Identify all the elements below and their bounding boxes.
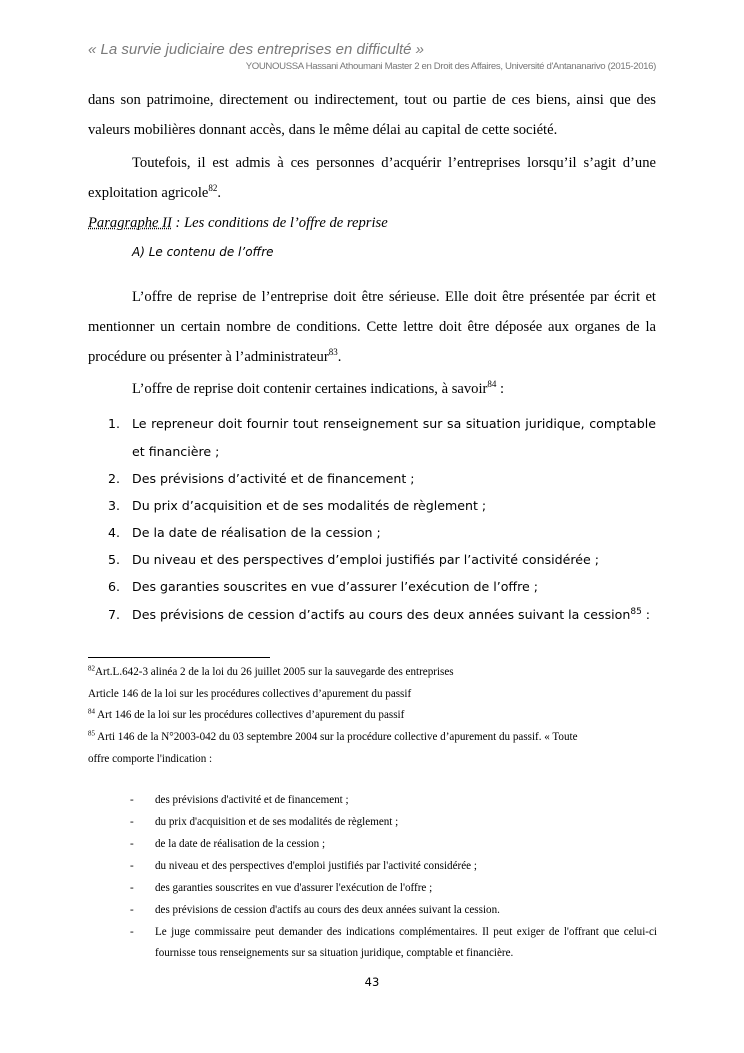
footnote-85 xyxy=(88,727,658,748)
footnote-82-continuation: Article 146 de la loi sur les procédures collectives d’apurement du passif xyxy=(88,688,412,700)
list-item-number: 6. xyxy=(108,579,121,594)
footnote-separator xyxy=(88,657,270,658)
paragraph-4-text: L’offre de reprise doit contenir certaines indications, à savoir xyxy=(132,381,488,397)
sub-heading: A) Le contenu de l’offre xyxy=(132,245,274,259)
footnote-list-item: du niveau et des perspectives d'emploi justifiés par l'activité considérée ; xyxy=(155,860,477,872)
footnote-dash: - xyxy=(130,904,134,916)
footnote-list-item: des prévisions de cession d'actifs au cours des deux années suivant la cession. xyxy=(155,904,500,916)
list-item-number: 7. xyxy=(108,607,121,622)
footnote-dash: - xyxy=(130,926,134,938)
paragraph-4-end: : xyxy=(496,381,505,397)
footnote-list-item: du prix d'acquisition et de ses modalités de règlement ; xyxy=(155,816,399,828)
footnote-ref-85[interactable]: 85 xyxy=(630,606,642,617)
section-heading-rest: : Les conditions de l’offre de reprise xyxy=(171,215,388,231)
footnote-list-item: de la date de réalisation de la cession ; xyxy=(155,838,326,850)
section-heading-label: Paragraphe II xyxy=(88,215,172,231)
list-item-number: 1. xyxy=(108,416,121,431)
paragraph-2 xyxy=(88,148,656,208)
paragraph-3-text: L’offre de reprise de l’entreprise doit être sérieuse. Elle doit être présentée par écrit et mentionner un certain nombre de conditions. Cette lettre doit être déposée aux organes de la procédure ou présenter à l’administrateur xyxy=(88,289,656,365)
page-number: 43 xyxy=(364,975,380,989)
footnote-list-item: des garanties souscrites en vue d'assurer l'exécution de l'offre ; xyxy=(155,882,433,894)
footnote-84 xyxy=(88,705,658,726)
footnote-list-item: des prévisions d'activité et de financement ; xyxy=(155,794,349,806)
list-item-number: 4. xyxy=(108,525,121,540)
list-item-7-end: : xyxy=(641,607,651,622)
list-item-7-text: Des prévisions de cession d’actifs au cours des deux années suivant la cession xyxy=(132,607,631,622)
footnote-dash: - xyxy=(130,838,134,850)
list-item-text: Le repreneur doit fournir tout renseignement sur sa situation juridique, comptable et financière ; xyxy=(132,416,656,459)
section-heading xyxy=(88,215,388,232)
list-item-number: 3. xyxy=(108,498,121,513)
footnote-82 xyxy=(88,662,658,683)
list-item-text: Des prévisions d’activité et de financement ; xyxy=(132,471,415,486)
footnote-ref-82[interactable]: 82 xyxy=(208,183,218,194)
header-title: « La survie judiciaire des entreprises en difficulté » xyxy=(88,41,425,58)
footnote-ref-84[interactable]: 84 xyxy=(487,379,497,390)
paragraph-3-end: . xyxy=(337,349,342,365)
footnote-dash: - xyxy=(130,882,134,894)
header-subtitle: YOUNOUSSA Hassani Athoumani Master 2 en Droit des Affaires, Université d'Antananarivo (2015-2016) xyxy=(245,61,656,72)
list-item-text: Du prix d’acquisition et de ses modalités de règlement ; xyxy=(132,498,487,513)
footnote-84-text: Art 146 de la loi sur les procédures collectives d’apurement du passif xyxy=(95,709,405,721)
footnote-85-continuation: offre comporte l'indication : xyxy=(88,753,213,765)
footnote-82-number: 82 xyxy=(88,664,95,673)
paragraph-4 xyxy=(88,374,656,404)
footnote-dash: - xyxy=(130,860,134,872)
footnote-84-number: 84 xyxy=(88,707,95,716)
footnote-85-text: Arti 146 de la N°2003-042 du 03 septembre 2004 sur la procédure collective d’apurement du passif. « Toute xyxy=(95,731,578,743)
list-item-text: Des garanties souscrites en vue d’assurer l’exécution de l’offre ; xyxy=(132,579,538,594)
list-item-text xyxy=(132,601,656,629)
list-item-number: 5. xyxy=(108,552,121,567)
footnote-list-item: Le juge commissaire peut demander des indications complémentaires. Il peut exiger de l'offrant que celui-ci fournisse tous renseignements sur sa situation juridique, comptable et financière. xyxy=(155,926,657,959)
paragraph-1: dans son patrimoine, directement ou indirectement, tout ou partie de ces biens, ainsi que des valeurs mobilières donnant accès, dans le même délai au capital de cette société. xyxy=(88,92,656,138)
paragraph-3 xyxy=(88,282,656,372)
footnote-82-text: Art.L.642-3 alinéa 2 de la loi du 26 juillet 2005 sur la sauvegarde des entreprises xyxy=(95,666,454,678)
footnote-85-number: 85 xyxy=(88,729,95,738)
footnote-ref-83[interactable]: 83 xyxy=(328,347,338,358)
paragraph-2-text: Toutefois, il est admis à ces personnes d’acquérir l’entreprises lorsqu’il s’agit d’une exploitation agricole xyxy=(88,155,656,201)
footnote-dash: - xyxy=(130,816,134,828)
paragraph-2-end: . xyxy=(217,185,222,201)
list-item-number: 2. xyxy=(108,471,121,486)
list-item-text: Du niveau et des perspectives d’emploi justifiés par l’activité considérée ; xyxy=(132,552,600,567)
list-item-text: De la date de réalisation de la cession ; xyxy=(132,525,381,540)
footnote-dash: - xyxy=(130,794,134,806)
